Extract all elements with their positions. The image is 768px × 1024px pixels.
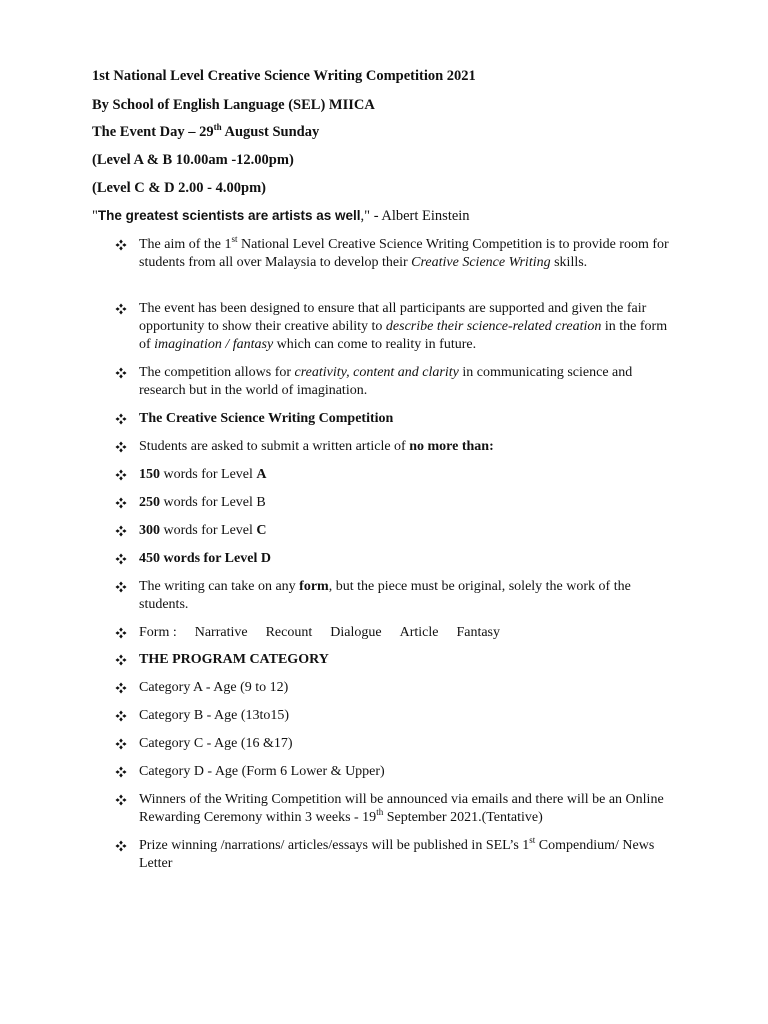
diamond-bullet-icon	[115, 300, 129, 318]
list-item-designed: The event has been designed to ensure that all participants are supported and given the fair opportunity to show their creative ability to describe their science-related creation in the form of imagination / fantasy which can come to reality in future.	[115, 300, 675, 354]
diamond-bullet-icon	[115, 466, 129, 484]
diamond-bullet-icon	[115, 550, 129, 568]
diamond-bullet-icon	[115, 438, 129, 456]
form-type-fantasy: Fantasy	[456, 625, 501, 640]
diamond-bullet-icon	[115, 236, 129, 254]
list-item-writing-form: The writing can take on any form, but the piece must be original, solely the work of the students.	[115, 578, 675, 614]
list-item-category-heading: THE PROGRAM CATEGORY	[115, 651, 329, 669]
list-item-allows: The competition allows for creativity, content and clarity in communicating science and research but in the world of imagination.	[115, 364, 675, 400]
list-item-competition-heading: The Creative Science Writing Competition	[115, 410, 393, 428]
list-item-words-level-b: 250 words for Level B	[115, 494, 266, 512]
diamond-bullet-icon	[115, 410, 129, 428]
list-item-category-a: Category A - Age (9 to 12)	[115, 679, 288, 697]
list-item-words-level-c: 300 words for Level C	[115, 522, 267, 540]
list-item-words-level-a: 150 words for Level A	[115, 466, 267, 484]
form-type-article: Article	[399, 625, 439, 640]
diamond-bullet-icon	[115, 364, 129, 382]
diamond-bullet-icon	[115, 837, 129, 855]
list-item-category-b: Category B - Age (13to15)	[115, 707, 289, 725]
list-item-prize: Prize winning /narrations/ articles/essays will be published in SEL’s 1st Compendium/ News Letter	[115, 837, 675, 873]
list-item-submit: Students are asked to submit a written article of no more than:	[115, 438, 494, 456]
list-item-winners: Winners of the Writing Competition will be announced via emails and there will be an Online Rewarding Ceremony within 3 weeks - 19th September 2021.(Tentative)	[115, 791, 675, 827]
level-cd-time: (Level C & D 2.00 - 4.00pm)	[92, 180, 266, 196]
diamond-bullet-icon	[115, 679, 129, 697]
list-item-category-c: Category C - Age (16 &17)	[115, 735, 293, 753]
einstein-quote: "The greatest scientists are artists as well," - Albert Einstein	[92, 208, 470, 224]
document-title: 1st National Level Creative Science Writing Competition 2021	[92, 68, 476, 84]
form-type-dialogue: Dialogue	[330, 625, 382, 640]
list-item-category-d: Category D - Age (Form 6 Lower & Upper)	[115, 763, 385, 781]
diamond-bullet-icon	[115, 763, 129, 781]
diamond-bullet-icon	[115, 624, 129, 642]
organizer-line: By School of English Language (SEL) MIICA	[92, 97, 375, 113]
form-type-narrative: Narrative	[194, 625, 248, 640]
diamond-bullet-icon	[115, 578, 129, 596]
diamond-bullet-icon	[115, 494, 129, 512]
list-item-aim: The aim of the 1st National Level Creative Science Writing Competition is to provide room for students from all over Malaysia to develop their Creative Science Writing skills.	[115, 236, 675, 272]
level-ab-time: (Level A & B 10.00am -12.00pm)	[92, 152, 294, 168]
diamond-bullet-icon	[115, 522, 129, 540]
diamond-bullet-icon	[115, 651, 129, 669]
event-day-line: The Event Day – 29th August Sunday	[92, 122, 320, 140]
list-item-form-types	[115, 624, 518, 642]
diamond-bullet-icon	[115, 735, 129, 753]
form-type-recount: Recount	[265, 625, 313, 640]
diamond-bullet-icon	[115, 791, 129, 809]
list-item-words-level-d: 450 words for Level D	[115, 550, 271, 568]
form-label: Form :	[139, 625, 177, 640]
diamond-bullet-icon	[115, 707, 129, 725]
